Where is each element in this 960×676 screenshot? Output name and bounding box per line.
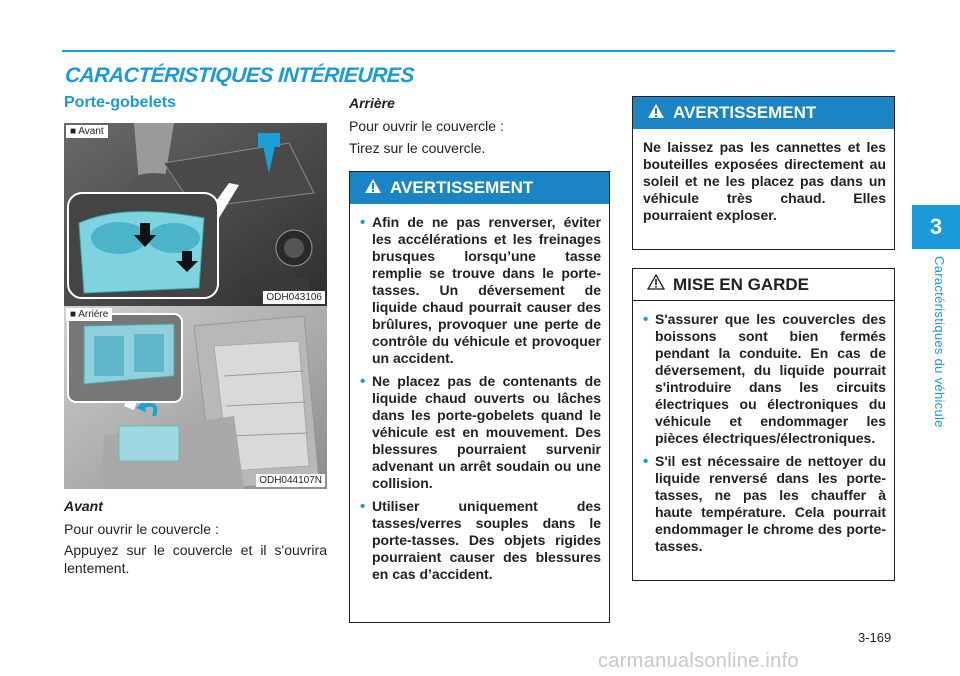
rear-image-code: ODH044107N (256, 474, 325, 487)
rear-image-tag: ■ Arriére (66, 308, 112, 321)
front-image-tag: ■ Avant (66, 125, 108, 138)
arriere-paragraph-2: Tirez sur le couvercle. (349, 140, 486, 156)
rear-cupholder-image (64, 306, 327, 489)
avant-paragraph-1: Pour ouvrir le couvercle : (64, 521, 219, 537)
warning-item: • Afin de ne pas renverser, éviter les accélérations et les freinages brusques lorsqu’une tasse remplie se trouve dans le porte-tasses. Un déversement de liquide chaud pourrait causer des brûlures, provoquer une perte de contrôle du véhicule et provoquer un accident. (360, 214, 601, 367)
front-cupholder-image (64, 123, 327, 306)
front-image-code: ODH043106 (263, 291, 325, 304)
watermark: carmanualsonline.info (598, 650, 799, 672)
chapter-label: Caractéristiques du véhicule (932, 256, 947, 428)
caution-item: • S'il est nécessaire de nettoyer du liquide renversé dans les porte-tasses, ne pas les chauffer à haute température. Cela pourrait endommager le chrome des porte-tasses. (643, 453, 886, 555)
warning-item: • Utiliser uniquement des tasses/verres souples dans le porte-tasses. Des objets rigides pourraient causer des blessures en cas d’accident. (360, 498, 601, 583)
warning-box-right (632, 96, 895, 250)
rear-cupholder-illustration (64, 306, 327, 489)
front-cupholder-illustration (64, 123, 327, 306)
caution-item: • S'assurer que les couvercles des boissons sont bien fermés pendant la conduite. En cas de déversement, du liquide pourrait s'introduire dans les circuits électriques ou électroniques du véhicule et endommager les pièces électriques/électroniques. (643, 311, 886, 447)
warning-text-right: Ne laissez pas les cannettes et les bouteilles exposées directement au soleil et ne les placez pas dans un véhicule très chaud. Elles pourraient exploser. (643, 139, 886, 223)
arriere-heading: Arrière (349, 95, 395, 111)
avant-heading: Avant (64, 498, 103, 514)
caution-list (633, 301, 894, 569)
caution-box (632, 268, 895, 581)
arriere-paragraph-1: Pour ouvrir le couvercle : (349, 118, 504, 134)
sub-heading: Porte-gobelets (64, 94, 177, 111)
warning-box-left (349, 171, 610, 623)
caution-triangle-icon (647, 274, 665, 295)
avant-paragraph-2: Appuyez sur le couvercle et il s'ouvrira lentement. (64, 542, 327, 576)
warning-triangle-icon (364, 178, 382, 199)
warning-title-right: AVERTISSEMENT (673, 103, 817, 122)
section-title: CARACTÉRISTIQUES INTÉRIEURES (64, 64, 415, 87)
warning-title-left: AVERTISSEMENT (390, 178, 534, 197)
warning-header-left (350, 172, 609, 204)
top-rule (62, 50, 895, 52)
warning-list-left (350, 204, 609, 597)
caution-header (633, 269, 894, 301)
warning-header-right (633, 97, 894, 129)
chapter-tab: 3 (912, 205, 960, 249)
caution-title: MISE EN GARDE (673, 274, 810, 294)
page-number: 3-169 (858, 630, 892, 645)
warning-triangle-icon (647, 103, 665, 124)
warning-item: • Ne placez pas de contenants de liquide chaud ouverts ou lâches dans les porte-gobelets quand le véhicule est en mouvement. Des blessures pourraient survenir advenant un arrêt soudain ou une collision. (360, 373, 601, 492)
